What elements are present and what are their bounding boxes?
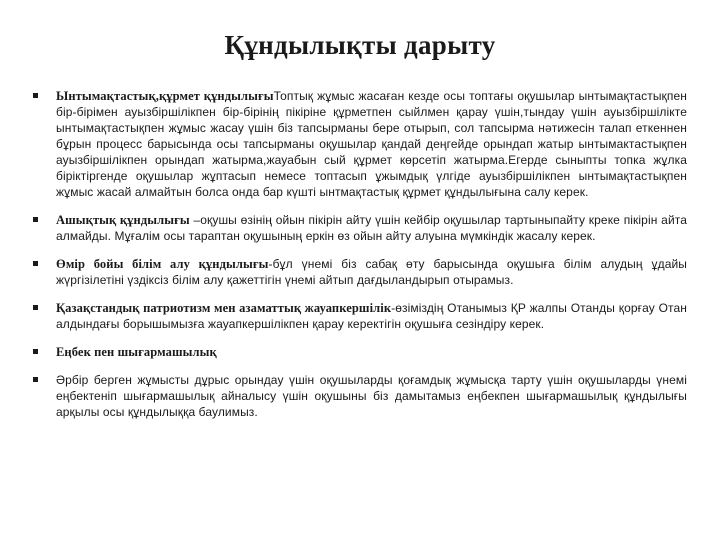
bullet-text: Әрбір берген жұмысты дұрыс орындау үшін оқушыларды қоғамдық жұмысқа тарту үшін оқушыларды үнемі еңбектеніп шығармашылық айналысу үшін оқушыны біз дамытамыз еңбекпен шығармашылық құндылығы арқылы осы құндылыққа баулимыз. — [56, 373, 687, 419]
bullet-labor-creativity — [32, 344, 687, 360]
bullet-heading: Ынтымақтастық,құрмет құндылығы — [56, 89, 274, 103]
bullet-square-icon — [33, 93, 38, 98]
bullet-square-icon — [33, 305, 38, 310]
bullet-labor-description — [32, 372, 687, 420]
slide-title: Құндылықты дарыту — [224, 30, 496, 60]
bullet-heading: Еңбек пен шығармашылық — [56, 345, 217, 359]
bullet-patriotism — [32, 300, 687, 332]
bullet-heading: Өмір бойы білім алу құндылығы — [56, 257, 269, 271]
bullet-text: –оқушы өзінің ойын пікірін айту үшін кейбір оқушылар тартыныпайту креке пікірін айта алмайды. Мұғалім осы тараптан оқушының еркін өз ойын айту алуына мүмкіндік жасалу керек. — [56, 213, 687, 243]
bullet-square-icon — [33, 349, 38, 354]
bullet-text: -бұл үнемі біз сабақ өту барысында оқушыға білім алудың ұдайы жүргізілетіні үздіксіз білім алу қажеттігін үнемі айтып дағдыландырып отырамыз. — [56, 257, 687, 287]
bullet-openness — [32, 212, 687, 244]
bullet-square-icon — [33, 377, 38, 382]
bullet-lifelong-learning — [32, 256, 687, 288]
bullet-heading: Ашықтық құндылығы — [56, 213, 190, 227]
bullet-square-icon — [33, 261, 38, 266]
bullet-square-icon — [33, 217, 38, 222]
bullet-respect — [32, 88, 687, 200]
bullet-list — [32, 88, 687, 432]
bullet-heading: Қазақстандық патриотизм мен азаматтық жауапкершілік — [56, 301, 392, 315]
bullet-text: Топтық жұмыс жасаған кезде осы топтағы оқушылар ынтымақтастықпен бір-бірімен ауызбіршілікпен бір-бірінің пікіріне құрметпен сыйлмен қарау үшін,тындау үшін ауызбіршілікте ынтымақтастықпен жұмыс жасау үшін біз тапсырманы бере отырып, сол тапсырма нәтижесін талап еткеннен бұрын процесс барысында осы тапсырманы оқушылар қандай деңгейде орындап жатыр ынтымактастықпен ауызбіршілікпен орындап жатырма,жауабын сый құрмет көрсетіп жатырма.Егерде сыныпты топка жұлка біріктіргенде оқушылар жұптасып немесе топтасып ұжымдық үлгіде ауызбіршілікпен ынтымақтастықпен жұмыс жасай алмайтын болса онда бар күшті ынтмақтастық құрмет құндылығына салу керек. — [56, 89, 688, 199]
bullet-text: -өзіміздің Отанымыз ҚР жалпы Отанды қорғау Отан алдындағы борышымызға жауапкершілікпен қарау керектігін оқушыға сезіндіру керек. — [56, 301, 687, 331]
